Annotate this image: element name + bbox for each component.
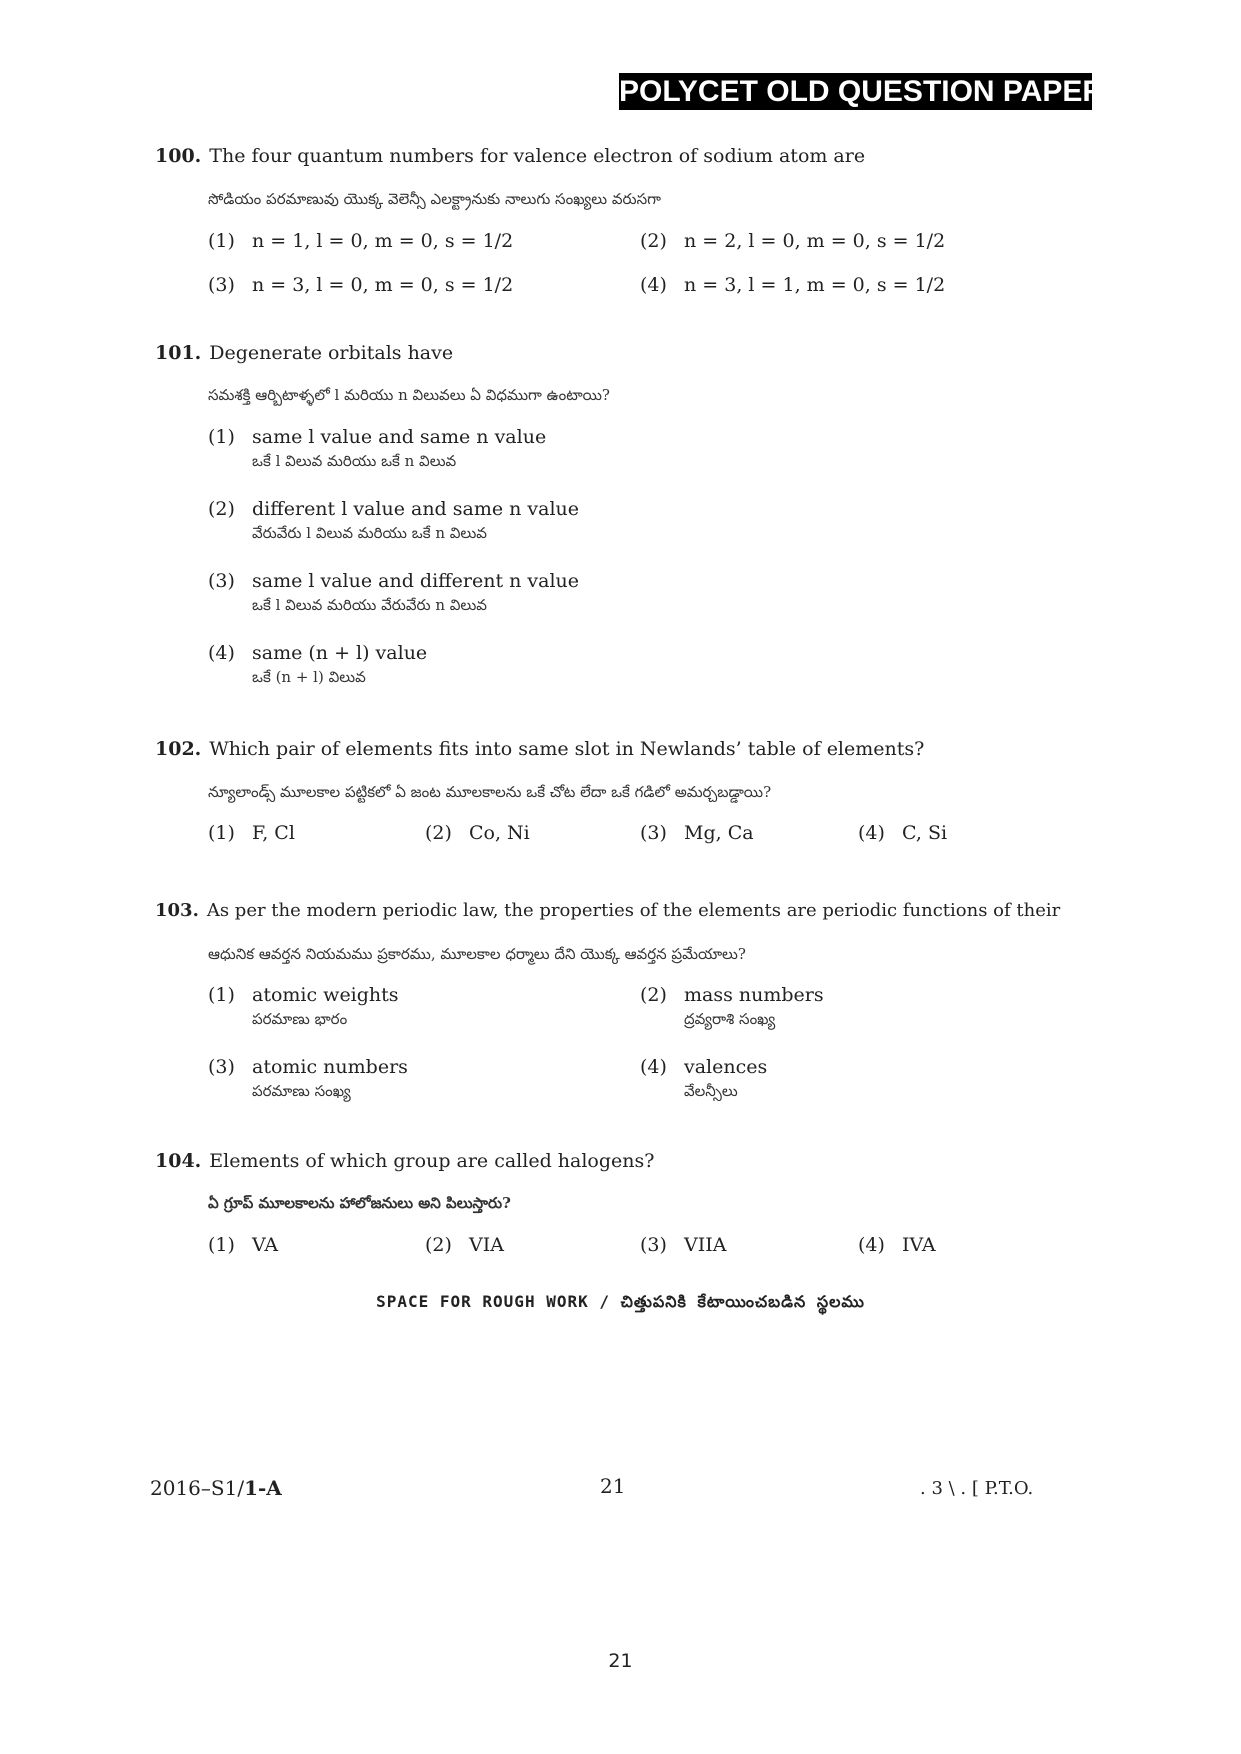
question-104 [155, 1150, 654, 1172]
option-3: (3) Mg, Ca [640, 822, 754, 844]
option-3: (3) same l value and different n value ఒకే l విలువ మరియు వేరువేరు n విలువ [208, 570, 580, 614]
question-101-telugu: సమశక్తి ఆర్బిటాళ్ళలో l మరియు n విలువలు ఏ విధముగా ఉంటాయి? [208, 386, 610, 404]
question-text: The four quantum numbers for valence electron of sodium atom are [209, 145, 866, 167]
question-number: 104. [155, 1150, 202, 1172]
option-2: (2) n = 2, l = 0, m = 0, s = 1/2 [640, 230, 946, 252]
paper-banner: POLYCET OLD QUESTION PAPER [619, 75, 1105, 108]
printed-page-number: 21 [600, 1474, 626, 1498]
question-103-telugu: ఆధునిక ఆవర్తన నియమము ప్రకారము, మూలకాల ధర్మాలు దేని యొక్క ఆవర్తన ప్రమేయాలు? [208, 945, 746, 963]
option-1: (1) n = 1, l = 0, m = 0, s = 1/2 [208, 230, 514, 252]
question-103 [155, 900, 1060, 921]
option-2: (2) different l value and same n value వేరువేరు l విలువ మరియు ఒకే n విలువ [208, 498, 580, 542]
question-number: 101. [155, 342, 202, 364]
option-2: (2) mass numbers ద్రవ్యరాశి సంఖ్య [640, 984, 824, 1028]
page-number: 21 [608, 1650, 633, 1672]
question-text: Which pair of elements fits into same slot in Newlands’ table of elements? [209, 738, 925, 760]
option-1: (1) same l value and same n value ఒకే l విలువ మరియు ఒకే n విలువ [208, 426, 547, 470]
question-100-telugu: సోడియం పరమాణువు యొక్క వెలెన్సీ ఎలక్ట్రానుకు నాలుగు సంఖ్యలు వరుసగా [208, 190, 661, 208]
paper-code: 2016–S1/1-A [150, 1476, 282, 1500]
option-3: (3) n = 3, l = 0, m = 0, s = 1/2 [208, 274, 514, 296]
question-number: 102. [155, 738, 202, 760]
option-1: (1) VA [208, 1234, 279, 1256]
question-number: 100. [155, 145, 202, 167]
question-text: Elements of which group are called halogens? [209, 1150, 655, 1172]
option-4: (4) IVA [858, 1234, 936, 1256]
rough-work-label: SPACE FOR ROUGH WORK / చిత్తుపనికి కేటాయించబడిన స్థలము [376, 1292, 865, 1311]
question-102 [155, 738, 924, 760]
pto-label: . 3 \ . [ P.T.O. [920, 1478, 1034, 1499]
option-2: (2) Co, Ni [425, 822, 530, 844]
question-104-telugu: ఏ గ్రూప్ మూలకాలను హాలోజనులు అని పిలుస్తారు? [208, 1194, 511, 1212]
option-4: (4) same (n + l) value ఒకే (n + l) విలువ [208, 642, 428, 686]
option-3: (3) VIIA [640, 1234, 727, 1256]
question-text: Degenerate orbitals have [209, 342, 454, 364]
question-number: 103. [155, 900, 199, 921]
question-text: As per the modern periodic law, the properties of the elements are periodic functions of their [206, 900, 1061, 921]
option-1: (1) atomic weights పరమాణు భారం [208, 984, 399, 1028]
option-4: (4) valences వేలన్సీలు [640, 1056, 768, 1100]
option-1: (1) F, Cl [208, 822, 295, 844]
question-100 [155, 145, 865, 167]
option-4: (4) n = 3, l = 1, m = 0, s = 1/2 [640, 274, 946, 296]
question-102-telugu: న్యూలాండ్స్ మూలకాల పట్టికలో ఏ జంట మూలకాలను ఒకే చోట లేదా ఒకే గడిలో అమర్చబడ్డాయి? [208, 783, 772, 801]
option-3: (3) atomic numbers పరమాణు సంఖ్య [208, 1056, 408, 1100]
option-4: (4) C, Si [858, 822, 948, 844]
question-101 [155, 342, 453, 364]
option-2: (2) VIA [425, 1234, 504, 1256]
